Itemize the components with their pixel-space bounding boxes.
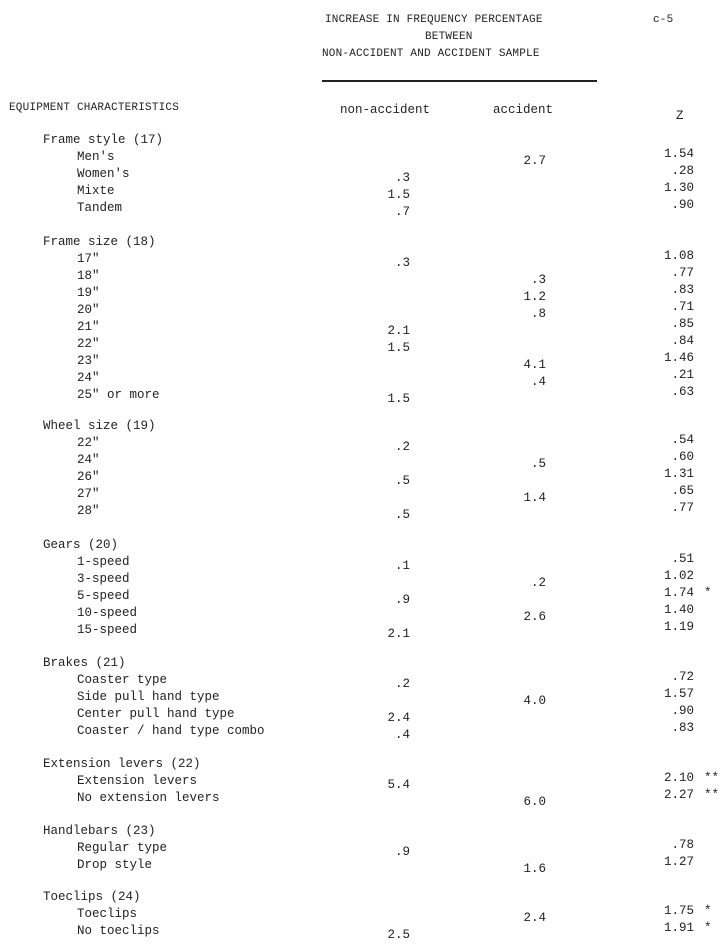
row-label: 21" xyxy=(77,320,100,334)
z-value: .84 xyxy=(671,334,694,348)
group-title: Frame size (18) xyxy=(43,235,156,249)
z-value: .28 xyxy=(671,164,694,178)
column-header-accident: accident xyxy=(493,103,554,117)
z-value: .77 xyxy=(671,266,694,280)
accident-value: 6.0 xyxy=(523,795,546,809)
row-label: No extension levers xyxy=(77,791,220,805)
accident-value: .4 xyxy=(530,375,546,389)
non-accident-value: 1.5 xyxy=(387,188,410,202)
non-accident-value: .2 xyxy=(394,677,410,691)
row-label: 28" xyxy=(77,504,100,518)
accident-value: 1.2 xyxy=(523,290,546,304)
z-value: 1.54 xyxy=(663,147,694,161)
row-label: Women's xyxy=(77,167,130,181)
group-title: Toeclips (24) xyxy=(43,890,141,904)
group-title: Frame style (17) xyxy=(43,133,164,147)
accident-value: 1.6 xyxy=(523,862,546,876)
non-accident-value: .5 xyxy=(394,508,410,522)
z-value: 1.46 xyxy=(663,351,694,365)
row-label: 20" xyxy=(77,303,100,317)
z-value: 1.31 xyxy=(663,467,694,481)
z-value: .71 xyxy=(671,300,694,314)
title-line-3: NON-ACCIDENT AND ACCIDENT SAMPLE xyxy=(322,48,540,60)
group-title: Handlebars (23) xyxy=(43,824,156,838)
row-label: Extension levers xyxy=(77,774,198,788)
non-accident-value: .3 xyxy=(394,171,410,185)
significance-mark: ** xyxy=(704,788,720,802)
non-accident-value: 5.4 xyxy=(387,778,410,792)
column-header-non-accident: non-accident xyxy=(340,103,431,117)
accident-value: 1.4 xyxy=(523,491,546,505)
accident-value: .2 xyxy=(530,576,546,590)
row-label: Mixte xyxy=(77,184,115,198)
row-label: No toeclips xyxy=(77,924,160,938)
accident-value: 2.7 xyxy=(523,154,546,168)
z-value: .21 xyxy=(671,368,694,382)
z-value: .90 xyxy=(671,704,694,718)
row-label: Drop style xyxy=(77,858,153,872)
accident-value: 2.6 xyxy=(523,610,546,624)
non-accident-value: 2.4 xyxy=(387,711,410,725)
non-accident-value: 2.5 xyxy=(387,928,410,942)
significance-mark: * xyxy=(704,904,712,918)
non-accident-value: 2.1 xyxy=(387,324,410,338)
page-label: c-5 xyxy=(653,14,674,26)
non-accident-value: .4 xyxy=(394,728,410,742)
z-value: .72 xyxy=(671,670,694,684)
group-title: Wheel size (19) xyxy=(43,419,156,433)
z-value: .83 xyxy=(671,721,694,735)
accident-value: .3 xyxy=(530,273,546,287)
z-value: 1.27 xyxy=(663,855,694,869)
z-value: .51 xyxy=(671,552,694,566)
row-label: 24" xyxy=(77,371,100,385)
z-value: .85 xyxy=(671,317,694,331)
non-accident-value: .9 xyxy=(394,845,410,859)
z-value: 1.30 xyxy=(663,181,694,195)
z-value: 1.19 xyxy=(663,620,694,634)
z-value: 1.74 xyxy=(663,586,694,600)
row-label: 10-speed xyxy=(77,606,138,620)
row-label: 17" xyxy=(77,252,100,266)
row-label: 27" xyxy=(77,487,100,501)
z-value: 1.40 xyxy=(663,603,694,617)
z-value: .90 xyxy=(671,198,694,212)
non-accident-value: 1.5 xyxy=(387,341,410,355)
accident-value: 4.0 xyxy=(523,694,546,708)
z-value: .63 xyxy=(671,385,694,399)
group-title: Brakes (21) xyxy=(43,656,126,670)
group-title: Gears (20) xyxy=(43,538,119,552)
z-value: 2.27 xyxy=(663,788,694,802)
z-value: .60 xyxy=(671,450,694,464)
non-accident-value: .5 xyxy=(394,474,410,488)
z-value: .77 xyxy=(671,501,694,515)
column-header-characteristics: EQUIPMENT CHARACTERISTICS xyxy=(9,102,180,114)
row-label: 19" xyxy=(77,286,100,300)
significance-mark: ** xyxy=(704,771,720,785)
title-line-2: BETWEEN xyxy=(425,31,473,43)
z-value: 1.02 xyxy=(663,569,694,583)
z-value: .54 xyxy=(671,433,694,447)
row-label: 25" or more xyxy=(77,388,160,402)
significance-mark: * xyxy=(704,921,712,935)
row-label: Coaster / hand type combo xyxy=(77,724,265,738)
z-value: 1.57 xyxy=(663,687,694,701)
z-value: 1.91 xyxy=(663,921,694,935)
row-label: Tandem xyxy=(77,201,123,215)
row-label: 24" xyxy=(77,453,100,467)
row-label: Side pull hand type xyxy=(77,690,220,704)
non-accident-value: .2 xyxy=(394,440,410,454)
row-label: 5-speed xyxy=(77,589,130,603)
non-accident-value: .3 xyxy=(394,256,410,270)
row-label: Men's xyxy=(77,150,115,164)
z-value: 1.75 xyxy=(663,904,694,918)
accident-value: .8 xyxy=(530,307,546,321)
row-label: 22" xyxy=(77,436,100,450)
row-label: 26" xyxy=(77,470,100,484)
z-value: 2.10 xyxy=(663,771,694,785)
non-accident-value: 2.1 xyxy=(387,627,410,641)
significance-mark: * xyxy=(704,586,712,600)
title-line-1: INCREASE IN FREQUENCY PERCENTAGE xyxy=(325,14,543,26)
row-label: 22" xyxy=(77,337,100,351)
row-label: Coaster type xyxy=(77,673,168,687)
z-value: .65 xyxy=(671,484,694,498)
accident-value: 4.1 xyxy=(523,358,546,372)
row-label: 23" xyxy=(77,354,100,368)
column-header-z: Z xyxy=(676,109,684,123)
z-value: 1.08 xyxy=(663,249,694,263)
non-accident-value: .7 xyxy=(394,205,410,219)
accident-value: .5 xyxy=(530,457,546,471)
row-label: 3-speed xyxy=(77,572,130,586)
row-label: 1-speed xyxy=(77,555,130,569)
accident-value: 2.4 xyxy=(523,911,546,925)
row-label: Toeclips xyxy=(77,907,138,921)
row-label: 18" xyxy=(77,269,100,283)
row-label: Center pull hand type xyxy=(77,707,235,721)
non-accident-value: 1.5 xyxy=(387,392,410,406)
non-accident-value: .1 xyxy=(394,559,410,573)
z-value: .78 xyxy=(671,838,694,852)
row-label: 15-speed xyxy=(77,623,138,637)
row-label: Regular type xyxy=(77,841,168,855)
group-title: Extension levers (22) xyxy=(43,757,201,771)
non-accident-value: .9 xyxy=(394,593,410,607)
header-rule xyxy=(322,80,597,82)
z-value: .83 xyxy=(671,283,694,297)
